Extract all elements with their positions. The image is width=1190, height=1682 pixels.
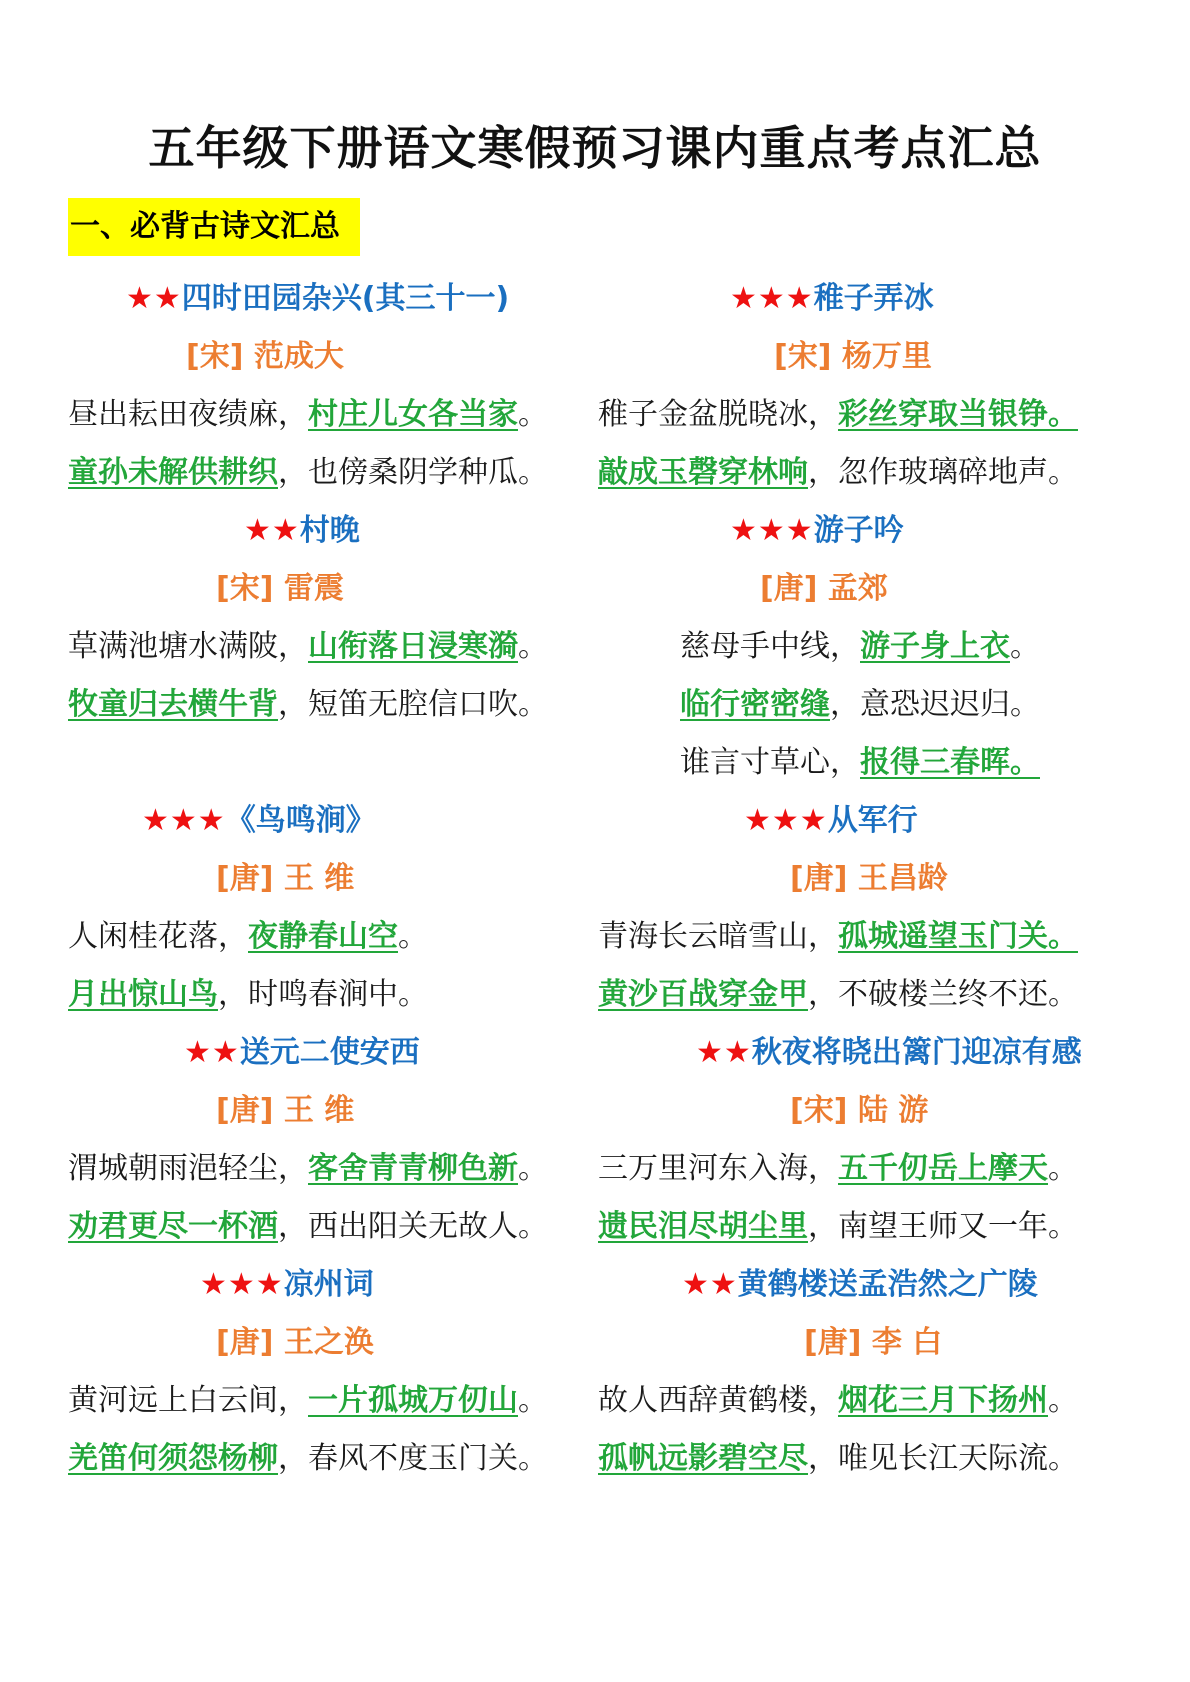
star-rating: ★★★: [200, 1267, 284, 1302]
star-rating: ★★★: [744, 803, 828, 838]
poem-line: [68, 1140, 588, 1198]
poem-author: [宋] 杨万里: [774, 339, 932, 374]
poem-block: [68, 502, 588, 792]
poem-author: [宋] 雷震: [216, 571, 344, 606]
poem-block: [598, 502, 1118, 792]
poem-author: [唐] 孟郊: [760, 571, 888, 606]
poem-block: [598, 270, 1118, 502]
key-phrase: 一片孤城万仞山: [308, 1383, 518, 1418]
poem-title: [598, 1024, 1118, 1082]
line-text: ，西出阳关无故人。: [278, 1209, 548, 1244]
poem-line: [598, 444, 1118, 502]
key-phrase: 彩丝穿取当银铮。: [838, 397, 1078, 432]
poem-title-text: 《鸟鸣涧》: [225, 803, 376, 838]
poem-title-text: 秋夜将晓出篱门迎凉有感: [751, 1035, 1082, 1070]
key-phrase: 孤城遥望玉门关。: [838, 919, 1078, 954]
poem-title: [598, 270, 1118, 328]
poem-title: [68, 1024, 588, 1082]
line-text: 草满池塘水满陂，: [68, 629, 308, 664]
line-text: 。: [518, 397, 548, 432]
key-phrase: 羌笛何须怨杨柳: [68, 1441, 278, 1476]
star-rating: ★★★: [730, 281, 814, 316]
poem-line: [68, 1372, 588, 1430]
poem-title-text: 送元二使安西: [239, 1035, 420, 1070]
poem-line: [68, 676, 588, 734]
key-phrase: 村庄儿女各当家: [308, 397, 518, 432]
poem-line: [68, 1198, 588, 1256]
key-phrase: 敲成玉磬穿林响: [598, 455, 808, 490]
poem-title-text: 村晚: [299, 513, 360, 548]
poem-block: [68, 792, 588, 1024]
line-text: 故人西辞黄鹤楼，: [598, 1383, 838, 1418]
poem-line: [598, 908, 1118, 966]
poem-title: [598, 502, 1118, 560]
line-text: 。: [1048, 1151, 1078, 1186]
poem-author: [唐] 王之涣: [216, 1325, 374, 1360]
poem-title-text: 稚子弄冰: [813, 281, 934, 316]
poem-block: [598, 1256, 1118, 1488]
poem-line: [598, 1372, 1118, 1430]
poem-title: [598, 1256, 1118, 1314]
key-phrase: 牧童归去横牛背: [68, 687, 278, 722]
line-text: ，春风不度玉门关。: [278, 1441, 548, 1476]
poem-title-text: 黄鹤楼送孟浩然之广陵: [737, 1267, 1038, 1302]
line-text: 谁言寸草心，: [680, 745, 860, 780]
line-text: 三万里河东入海，: [598, 1151, 838, 1186]
poem-title-text: 游子吟: [813, 513, 904, 548]
poem-title-text: 四时田园杂兴(其三十一): [181, 281, 510, 316]
key-phrase: 客舍青青柳色新: [308, 1151, 518, 1186]
line-text: ，忽作玻璃碎地声。: [808, 455, 1078, 490]
key-phrase: 临行密密缝: [680, 687, 830, 722]
poem-title: [68, 1256, 588, 1314]
poem-block: [68, 1256, 588, 1488]
poem-block: [68, 1024, 588, 1256]
poem-line: [68, 966, 588, 1024]
poem-line: [598, 734, 1118, 792]
key-phrase: 游子身上衣: [860, 629, 1010, 664]
line-text: 昼出耘田夜绩麻，: [68, 397, 308, 432]
poem-title: [598, 792, 1118, 850]
key-phrase: 遗民泪尽胡尘里: [598, 1209, 808, 1244]
poem-title-text: 凉州词: [283, 1267, 374, 1302]
star-rating: ★★: [244, 513, 300, 548]
poem-block: [598, 792, 1118, 1024]
poem-author: [唐] 王 维: [216, 861, 355, 896]
line-text: 人闲桂花落，: [68, 919, 248, 954]
key-phrase: 五千仞岳上摩天: [838, 1151, 1048, 1186]
star-rating: ★★: [184, 1035, 240, 1070]
poem-line: [598, 618, 1118, 676]
poem-line: [598, 966, 1118, 1024]
line-text: ，也傍桑阴学种瓜。: [278, 455, 548, 490]
line-text: 。: [518, 629, 548, 664]
key-phrase: 黄沙百战穿金甲: [598, 977, 808, 1012]
line-text: 。: [518, 1151, 548, 1186]
star-rating: ★★★: [730, 513, 814, 548]
poem-line: [68, 444, 588, 502]
key-phrase: 童孙未解供耕织: [68, 455, 278, 490]
line-text: 黄河远上白云间，: [68, 1383, 308, 1418]
poem-line: [68, 386, 588, 444]
line-text: 稚子金盆脱晓冰，: [598, 397, 838, 432]
key-phrase: 夜静春山空: [248, 919, 398, 954]
line-text: 。: [518, 1383, 548, 1418]
poem-title-text: 从军行: [827, 803, 918, 838]
poem-author: [唐] 李 白: [804, 1325, 943, 1360]
poem-author: [唐] 王昌龄: [790, 861, 948, 896]
poem-line: [68, 618, 588, 676]
line-text: 渭城朝雨浥轻尘，: [68, 1151, 308, 1186]
page-title: 五年级下册语文寒假预习课内重点考点汇总: [148, 121, 1042, 175]
poem-line: [598, 1198, 1118, 1256]
key-phrase: 报得三春晖。: [860, 745, 1040, 780]
poem-title: [68, 270, 588, 328]
key-phrase: 孤帆远影碧空尽: [598, 1441, 808, 1476]
poem-block: [68, 270, 588, 502]
poem-title: [68, 792, 588, 850]
star-rating: ★★: [696, 1035, 752, 1070]
line-text: 青海长云暗雪山，: [598, 919, 838, 954]
right-column: [598, 270, 1118, 1488]
poem-line: [68, 1430, 588, 1488]
star-rating: ★★★: [142, 803, 226, 838]
poem-title: [68, 502, 588, 560]
poem-line: [598, 1430, 1118, 1488]
key-phrase: 烟花三月下扬州: [838, 1383, 1048, 1418]
line-text: ，时鸣春涧中。: [218, 977, 428, 1012]
key-phrase: 山衔落日浸寒漪: [308, 629, 518, 664]
line-text: ，南望王师又一年。: [808, 1209, 1078, 1244]
poem-line: [598, 676, 1118, 734]
poem-author: [唐] 王 维: [216, 1093, 355, 1128]
spacer: [68, 734, 588, 792]
line-text: 。: [1048, 1383, 1078, 1418]
line-text: ，唯见长江天际流。: [808, 1441, 1078, 1476]
key-phrase: 劝君更尽一杯酒: [68, 1209, 278, 1244]
line-text: 慈母手中线，: [680, 629, 860, 664]
line-text: 。: [398, 919, 428, 954]
star-rating: ★★: [126, 281, 182, 316]
line-text: ，意恐迟迟归。: [830, 687, 1040, 722]
left-column: [68, 270, 588, 1488]
poem-author: [宋] 范成大: [186, 339, 344, 374]
line-text: ，短笛无腔信口吹。: [278, 687, 548, 722]
poem-line: [68, 908, 588, 966]
section-heading: 一、必背古诗文汇总: [68, 198, 360, 256]
poem-line: [598, 1140, 1118, 1198]
poem-author: [宋] 陆 游: [790, 1093, 929, 1128]
line-text: 。: [1010, 629, 1040, 664]
line-text: ，不破楼兰终不还。: [808, 977, 1078, 1012]
key-phrase: 月出惊山鸟: [68, 977, 218, 1012]
star-rating: ★★: [682, 1267, 738, 1302]
poem-line: [598, 386, 1118, 444]
poem-block: [598, 1024, 1118, 1256]
